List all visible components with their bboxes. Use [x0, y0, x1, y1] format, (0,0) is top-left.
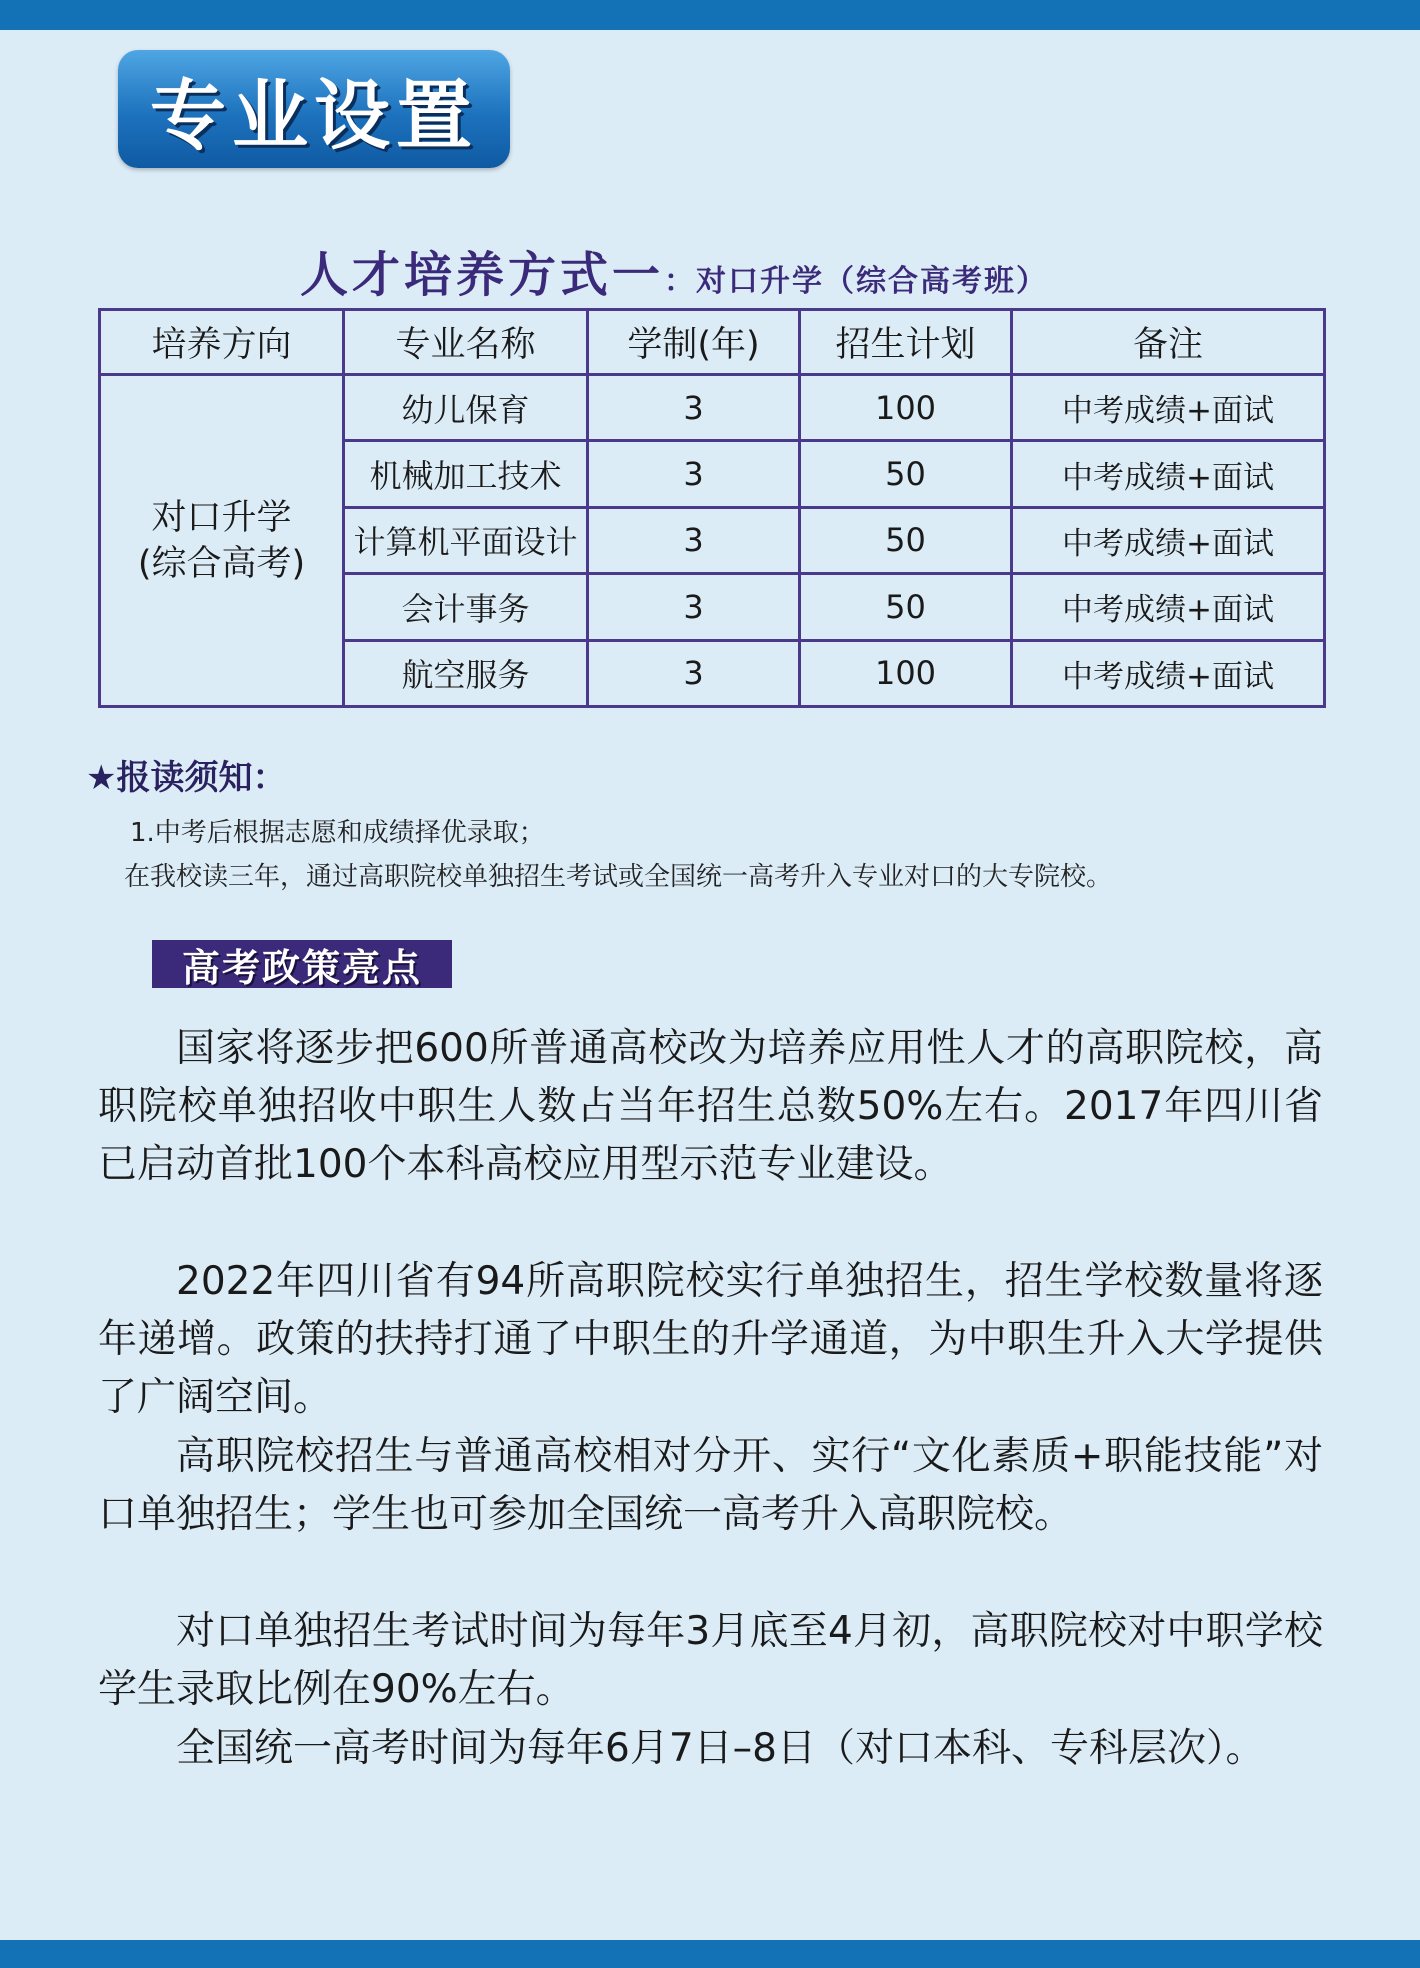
note-cell: 中考成绩+面试: [1012, 441, 1325, 507]
plan-cell: 50: [800, 507, 1012, 573]
policy-paragraph-2: 2022年四川省有94所高职院校实行单独招生，招生学校数量将逐年递增。政策的扶持打通了中职生的升学通道，为中职生升入大学提供了广阔空间。: [98, 1259, 1323, 1420]
policy-paragraph-4: 对口单独招生考试时间为每年3月底至4月初，高职院校对中职学校学生录取比例在90%左右。: [98, 1609, 1323, 1712]
direction-cell: [100, 375, 344, 707]
top-border-bar: [0, 0, 1420, 30]
bottom-border-bar: [0, 1940, 1420, 1968]
direction-line2: (综合高考): [137, 543, 306, 584]
notice-line-1: 1.中考后根据志愿和成绩择优录取；: [130, 818, 545, 848]
note-cell: 中考成绩+面试: [1012, 507, 1325, 573]
header-direction: 培养方向: [100, 310, 344, 375]
years-cell: 3: [588, 441, 800, 507]
direction-line1: 对口升学: [151, 497, 292, 538]
note-cell: 中考成绩+面试: [1012, 640, 1325, 706]
years-cell: 3: [588, 574, 800, 640]
major-name: 会计事务: [344, 574, 588, 640]
header-major: 专业名称: [344, 310, 588, 375]
method-title: [300, 236, 1048, 306]
years-cell: 3: [588, 640, 800, 706]
policy-paragraph-5: 全国统一高考时间为每年6月7日–8日（对口本科、专科层次）。: [176, 1726, 1265, 1771]
major-name: 幼儿保育: [344, 375, 588, 441]
years-cell: 3: [588, 375, 800, 441]
header-years: 学制(年): [588, 310, 800, 375]
section-title-badge: 专业设置: [118, 50, 510, 168]
plan-cell: 50: [800, 574, 1012, 640]
policy-heading: 高考政策亮点: [152, 940, 452, 988]
header-plan: 招生计划: [800, 310, 1012, 375]
major-name: 航空服务: [344, 640, 588, 706]
method-title-sub: ：对口升学（综合高考班）: [664, 264, 1049, 299]
notice-title: ★报读须知：: [86, 758, 287, 798]
major-name: 计算机平面设计: [344, 507, 588, 573]
header-note: 备注: [1012, 310, 1325, 375]
years-cell: 3: [588, 507, 800, 573]
table-header-row: [100, 310, 1325, 375]
majors-table: [98, 308, 1326, 708]
table-row: [100, 375, 1325, 441]
note-cell: 中考成绩+面试: [1012, 375, 1325, 441]
plan-cell: 100: [800, 375, 1012, 441]
policy-paragraph-1: 国家将逐步把600所普通高校改为培养应用性人才的高职院校，高职院校单独招收中职生人数占当年招生总数50%左右。2017年四川省已启动首批100个本科高校应用型示范专业建设。: [98, 1026, 1323, 1187]
notice-line-2: 在我校读三年，通过高职院校单独招生考试或全国统一高考升入专业对口的大专院校。: [124, 862, 1113, 892]
plan-cell: 100: [800, 640, 1012, 706]
plan-cell: 50: [800, 441, 1012, 507]
note-cell: 中考成绩+面试: [1012, 574, 1325, 640]
policy-paragraph-3: 高职院校招生与普通高校相对分开、实行“文化素质+职能技能”对口单独招生；学生也可参加全国统一高考升入高职院校。: [98, 1434, 1323, 1537]
major-name: 机械加工技术: [344, 441, 588, 507]
method-title-main: 人才培养方式一: [300, 247, 665, 303]
